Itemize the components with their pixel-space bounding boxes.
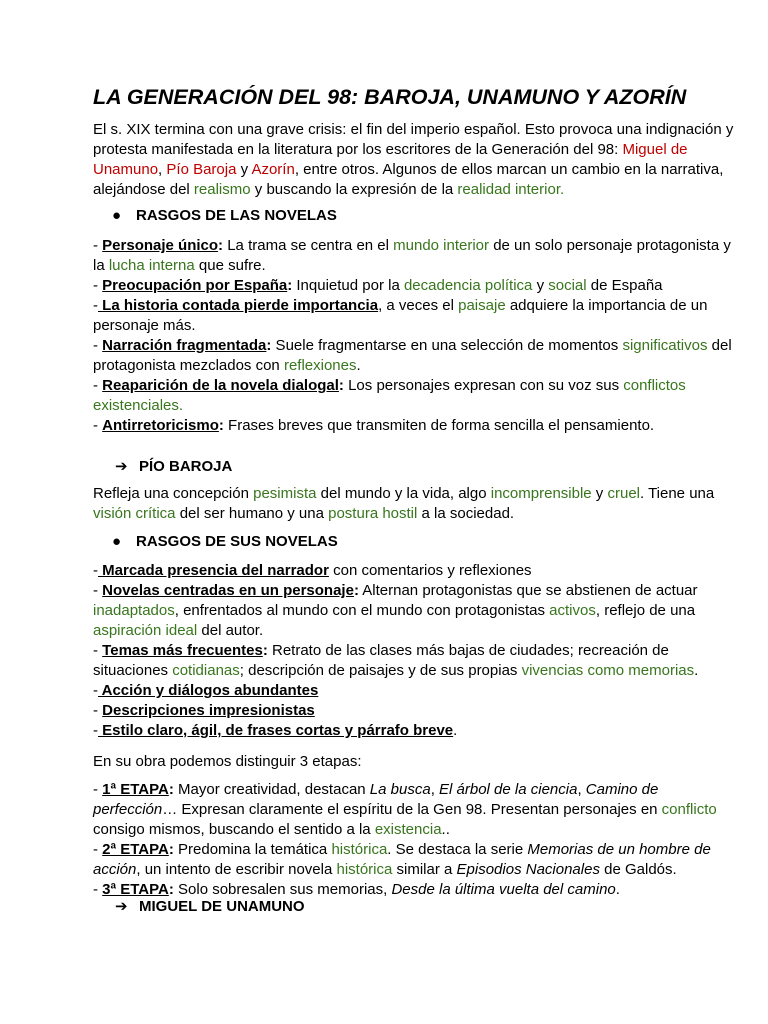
highlight-term: existencia	[374, 821, 442, 838]
highlight-term: significativos	[622, 337, 708, 354]
list-item	[93, 561, 738, 581]
bullet-icon: ●	[112, 533, 122, 550]
text: Los personajes expresan con su voz sus	[343, 377, 624, 394]
highlight-term: visión crítica	[93, 505, 176, 522]
colon: :	[168, 781, 174, 798]
list-item	[93, 376, 738, 416]
text: con comentarios y reflexiones	[328, 562, 532, 579]
term: Preocupación por España	[102, 277, 288, 294]
highlight-term: conflictos existenciales.	[93, 377, 686, 414]
text: a la sociedad.	[417, 505, 515, 522]
etapas-list	[93, 780, 738, 900]
text: ; descripción de paisajes y de sus propias	[239, 662, 522, 679]
highlight-term: cruel	[607, 485, 640, 502]
text: . Tiene una	[640, 485, 715, 502]
arrow-right-icon: ➔	[115, 898, 128, 915]
text: y	[532, 277, 549, 294]
dash: -	[93, 781, 103, 798]
book-title: El árbol de la ciencia	[439, 781, 578, 798]
arrow-right-icon: ➔	[115, 458, 128, 475]
text: .	[615, 881, 620, 898]
colon: :	[218, 237, 224, 254]
text: .	[453, 722, 458, 739]
dash: -	[93, 841, 103, 858]
sus-novelas-list	[93, 561, 738, 741]
intro-text: El s. XIX termina con una grave crisis: el fin del imperio español. Esto provoca una indignación y protesta manifestada en la literatura por los escritores de la Generación del 98:	[93, 121, 734, 158]
colon: :	[266, 337, 272, 354]
separator: ,	[158, 161, 167, 178]
list-item	[93, 641, 738, 681]
text: de España	[586, 277, 663, 294]
term: Narración fragmentada	[102, 337, 267, 354]
dash: -	[93, 277, 103, 294]
text: Suele fragmentarse en una selección de momentos	[271, 337, 623, 354]
dash: -	[93, 682, 98, 699]
section-heading-pio-baroja	[115, 457, 232, 475]
term: Novelas centradas en un personaje	[102, 582, 354, 599]
section-heading-text: RASGOS DE SUS NOVELAS	[136, 533, 338, 550]
separator: y	[236, 161, 252, 178]
list-item	[93, 276, 738, 296]
book-title: Desde la última vuelta del camino	[391, 881, 616, 898]
text: de un solo personaje protagonista y la	[93, 237, 731, 274]
highlight-term: paisaje	[458, 297, 506, 314]
text: , un intento de escribir novela	[136, 861, 337, 878]
term: Reaparición de la novela dialogal	[102, 377, 339, 394]
intro-paragraph	[93, 120, 738, 200]
dash: -	[93, 562, 98, 579]
text: Predomina la temática	[173, 841, 332, 858]
text: La trama se centra en el	[223, 237, 394, 254]
term: Acción y diálogos abundantes	[98, 682, 319, 699]
highlight-term: vivencias como memorias	[521, 662, 695, 679]
baroja-paragraph	[93, 484, 738, 524]
colon: :	[218, 417, 224, 434]
term: Marcada presencia del narrador	[98, 562, 329, 579]
dash: -	[93, 722, 98, 739]
highlight-term: reflexiones	[283, 357, 357, 374]
text: .	[694, 662, 699, 679]
term: 1ª ETAPA	[102, 781, 169, 798]
book-title: Camino de perfección	[93, 781, 659, 818]
highlight-term: lucha interna	[108, 257, 195, 274]
highlight-term: inadaptados	[93, 602, 175, 619]
section-heading-text: PÍO BAROJA	[139, 458, 233, 475]
book-title: La busca	[369, 781, 431, 798]
text: del mundo y la vida, algo	[316, 485, 491, 502]
list-item	[93, 416, 738, 436]
colon: :	[168, 841, 174, 858]
highlight-term: postura hostil	[328, 505, 418, 522]
list-item	[93, 336, 738, 376]
highlight-term: aspiración ideal	[93, 622, 198, 639]
author-baroja: Pío Baroja	[166, 161, 237, 178]
text: ,	[577, 781, 586, 798]
text: .	[356, 357, 361, 374]
highlight-term: pesimista	[253, 485, 317, 502]
section-heading-rasgos-novelas	[112, 207, 337, 224]
text: Retrato de las clases más bajas de ciudades; recreación de situaciones	[93, 642, 669, 679]
text: ,	[430, 781, 440, 798]
highlight-term: realismo	[193, 181, 251, 198]
text: , enfrentados al mundo con el mundo con protagonistas	[174, 602, 550, 619]
section-heading-unamuno	[115, 897, 305, 915]
text: , reflejo de una	[595, 602, 696, 619]
highlight-term: conflicto	[661, 801, 717, 818]
text: Refleja una concepción	[93, 485, 254, 502]
text: Inquietud por la	[292, 277, 404, 294]
dash: -	[93, 377, 103, 394]
section-heading-text: MIGUEL DE UNAMUNO	[139, 898, 305, 915]
list-item	[93, 581, 738, 641]
colon: :	[338, 377, 344, 394]
dash: -	[93, 237, 103, 254]
text: … Expresan claramente el espíritu de la Gen 98. Presentan personajes en	[162, 801, 662, 818]
highlight-term: cotidianas	[172, 662, 240, 679]
book-title: Memorias de un hombre de acción	[93, 841, 711, 878]
term: Antirretoricismo	[102, 417, 219, 434]
term: 2ª ETAPA	[102, 841, 169, 858]
term: La historia contada pierde importancia	[98, 297, 379, 314]
highlight-term: histórica	[336, 861, 393, 878]
text: Mayor creatividad, destacan	[173, 781, 370, 798]
book-title: Episodios Nacionales	[456, 861, 600, 878]
list-item	[93, 721, 738, 741]
text: , a veces el	[378, 297, 459, 314]
highlight-term: incomprensible	[490, 485, 592, 502]
section-heading-text: RASGOS DE LAS NOVELAS	[136, 207, 337, 224]
text: del ser humano y una	[175, 505, 329, 522]
list-item	[93, 840, 738, 880]
dash: -	[93, 702, 103, 719]
highlight-term: social	[548, 277, 587, 294]
text: del protagonista mezclados con	[93, 337, 732, 374]
list-item	[93, 701, 738, 721]
colon: :	[287, 277, 293, 294]
author-azorin: Azorín	[251, 161, 295, 178]
colon: :	[168, 881, 174, 898]
dash: -	[93, 337, 103, 354]
list-item	[93, 236, 738, 276]
highlight-term: activos	[549, 602, 596, 619]
text: que sufre.	[194, 257, 266, 274]
colon: :	[353, 582, 359, 599]
term: 3ª ETAPA	[102, 881, 169, 898]
text: Solo sobresalen sus memorias,	[173, 881, 392, 898]
intro-text: , entre otros. Algunos de ellos marcan un cambio en la narrativa, alejándose del	[93, 161, 724, 198]
section-heading-rasgos-sus-novelas	[112, 533, 338, 550]
colon: :	[262, 642, 268, 659]
list-item	[93, 681, 738, 701]
text: Alternan protagonistas que se abstienen de actuar	[358, 582, 698, 599]
text: consigo mismos, buscando el sentido a la	[93, 821, 375, 838]
term: Personaje único	[102, 237, 219, 254]
text: . Se destaca la serie	[387, 841, 528, 858]
dash: -	[93, 417, 103, 434]
dash: -	[93, 582, 103, 599]
term: Temas más frecuentes	[102, 642, 263, 659]
document-title: LA GENERACIÓN DEL 98: BAROJA, UNAMUNO Y AZORÍN	[93, 85, 687, 109]
term: Descripciones impresionistas	[102, 702, 315, 719]
text: de Galdós.	[599, 861, 677, 878]
text: Frases breves que transmiten de forma sencilla el pensamiento.	[223, 417, 655, 434]
highlight-term: realidad interior.	[457, 181, 565, 198]
list-item	[93, 780, 738, 840]
term: Estilo claro, ágil, de frases cortas y párrafo breve	[98, 722, 454, 739]
dash: -	[93, 881, 103, 898]
author-unamuno: Miguel de Unamuno	[93, 141, 688, 178]
highlight-term: histórica	[331, 841, 388, 858]
highlight-term: decadencia política	[403, 277, 533, 294]
text: y	[591, 485, 608, 502]
dash: -	[93, 642, 103, 659]
etapas-intro: En su obra podemos distinguir 3 etapas:	[93, 753, 362, 770]
bullet-icon: ●	[112, 207, 122, 224]
text: ..	[441, 821, 450, 838]
text: similar a	[392, 861, 457, 878]
dash: -	[93, 297, 98, 314]
highlight-term: mundo interior	[393, 237, 490, 254]
list-item	[93, 296, 738, 336]
text: del autor.	[197, 622, 264, 639]
rasgos-list	[93, 236, 738, 436]
text: adquiere la importancia de un personaje más.	[93, 297, 708, 334]
intro-text: y buscando la expresión de la	[250, 181, 458, 198]
